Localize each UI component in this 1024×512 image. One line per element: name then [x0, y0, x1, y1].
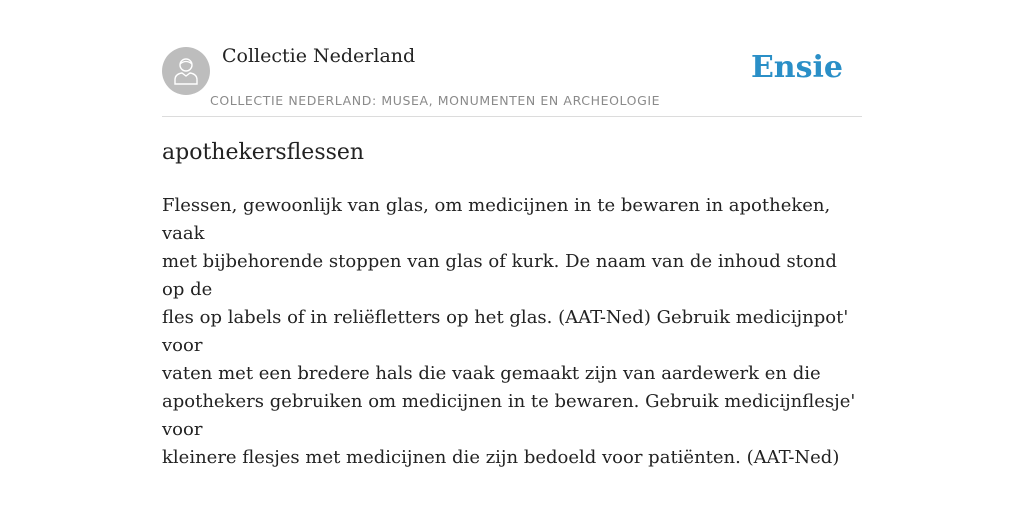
description-line: met bijbehorende stoppen van glas of kurk. De naam van de inhoud stond op de	[162, 251, 837, 300]
entry-card	[162, 0, 862, 468]
description-line: apothekers gebruiken om medicijnen in te bewaren. Gebruik medicijnflesje' voor	[162, 391, 856, 440]
user-avatar-icon	[174, 57, 198, 85]
entry-description	[162, 192, 862, 472]
entry-title: apothekersflessen	[162, 140, 365, 165]
source-subtitle: COLLECTIE NEDERLAND: MUSEA, MONUMENTEN EN ARCHEOLOGIE	[210, 93, 661, 108]
source-name[interactable]: Collectie Nederland	[222, 45, 416, 67]
description-line: fles op labels of in reliëfletters op het glas. (AAT-Ned) Gebruik medicijnpot' voor	[162, 307, 849, 356]
description-line: vaten met een bredere hals die vaak gemaakt zijn van aardewerk en die	[162, 363, 821, 384]
description-line: kleinere flesjes met medicijnen die zijn bedoeld voor patiënten. (AAT-Ned)	[162, 447, 840, 468]
avatar[interactable]	[162, 47, 210, 95]
description-line: Flessen, gewoonlijk van glas, om medicijnen in te bewaren in apotheken, vaak	[162, 195, 831, 244]
entry-header	[162, 0, 862, 117]
ensie-logo[interactable]: Ensie	[750, 50, 843, 85]
